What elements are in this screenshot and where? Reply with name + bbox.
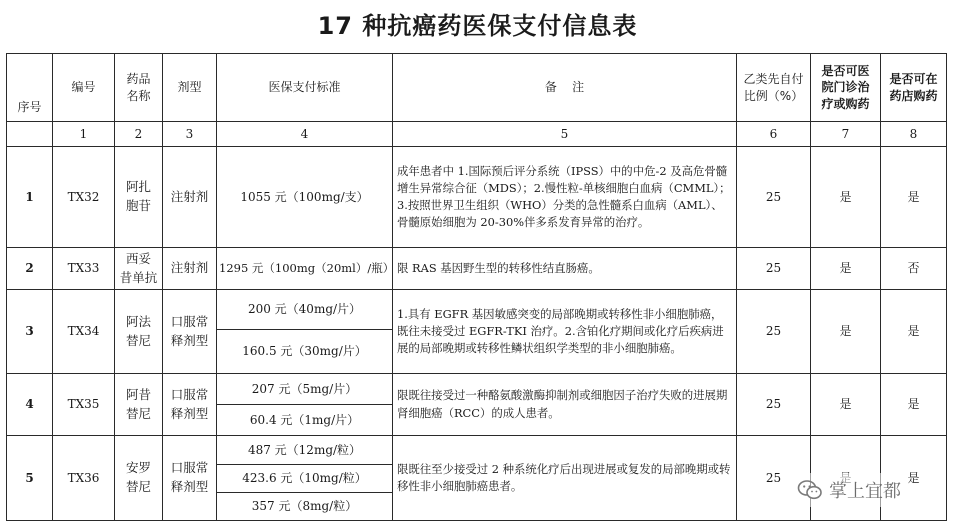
row-form: 口服常 释剂型 [163,436,217,521]
row-pharmacy: 是 [881,436,947,521]
row-code: TX34 [53,290,115,374]
row-drug-name: 安罗 替尼 [115,436,163,521]
column-number: 2 [115,122,163,147]
row-form: 口服常 释剂型 [163,374,217,436]
page-title: 17 种抗癌药医保支付信息表 [317,12,638,40]
watermark [793,473,905,507]
table-row [7,374,947,405]
column-number: 4 [217,122,393,147]
row-note: 1.具有 EGFR 基因敏感突变的局部晚期或转移性非小细胞肺癌，既往未接受过 EGFR-TKI 治疗。2.含铂化疗期间或化疗后疾病进展的局部晚期或转移性鳞状组织学类型的非小细胞肺癌。 [393,290,737,374]
row-code: TX32 [53,147,115,248]
row-code: TX35 [53,374,115,436]
header-pharmacy: 是否可在 药店购药 [881,54,947,122]
row-drug-name: 西妥 昔单抗 [115,248,163,290]
header-remarks: 备 注 [393,54,737,122]
column-number-blank [7,122,53,147]
column-number: 5 [393,122,737,147]
row-pharmacy: 否 [881,248,947,290]
row-price: 60.4 元（1mg/片） [217,405,393,436]
column-number: 6 [737,122,811,147]
row-note: 限 RAS 基因野生型的转移性结直肠癌。 [393,248,737,290]
row-drug-name: 阿扎 胞苷 [115,147,163,248]
row-ratio: 25 [737,290,811,374]
row-pharmacy: 是 [881,374,947,436]
wechat-icon [797,477,823,503]
column-number: 1 [53,122,115,147]
row-ratio: 25 [737,248,811,290]
row-seq: 3 [7,290,53,374]
column-number: 7 [811,122,881,147]
row-code: TX33 [53,248,115,290]
row-note: 限既往至少接受过 2 种系统化疗后出现进展或复发的局部晚期或转移性非小细胞肺癌患者。 [393,436,737,521]
column-number-row [7,122,947,147]
row-seq: 5 [7,436,53,521]
header-ratio: 乙类先自付 比例（%） [737,54,811,122]
row-ratio: 25 [737,436,811,521]
row-price: 207 元（5mg/片） [217,374,393,405]
header-row [7,54,947,122]
header-standard: 医保支付标准 [217,54,393,122]
row-price: 200 元（40mg/片） [217,290,393,330]
watermark-text: 掌上宜都 [829,481,901,502]
row-note: 限既往接受过一种酪氨酸激酶抑制剂或细胞因子治疗失败的进展期肾细胞癌（RCC）的成人患者。 [393,374,737,436]
header-code: 编号 [53,54,115,122]
row-code: TX36 [53,436,115,521]
row-seq: 2 [7,248,53,290]
header-seq: 序号 [7,54,53,122]
header-drug-name: 药品 名称 [115,54,163,122]
row-note: 成年患者中 1.国际预后评分系统（IPSS）中的中危-2 及高危骨髓增生异常综合征（MDS）；2.慢性粒-单核细胞白血病（CMML）；3.按照世界卫生组织（WHO）分类的急性髓系白血病（AML）、骨髓原始细胞为 20-30%伴多系发育异常的治疗。 [393,147,737,248]
column-number: 8 [881,122,947,147]
table-row [7,290,947,330]
header-hospital: 是否可医 院门诊治 疗或购药 [811,54,881,122]
row-seq: 1 [7,147,53,248]
row-price: 357 元（8mg/粒） [217,493,393,521]
row-hospital: 是 [811,248,881,290]
row-drug-name: 阿昔 替尼 [115,374,163,436]
row-ratio: 25 [737,147,811,248]
row-price: 1295 元（100mg（20ml）/瓶） [217,248,393,290]
row-form: 注射剂 [163,248,217,290]
table-row [7,248,947,290]
row-hospital: 是 [811,147,881,248]
row-ratio: 25 [737,374,811,436]
table-row [7,436,947,465]
column-number: 3 [163,122,217,147]
row-price: 1055 元（100mg/支） [217,147,393,248]
row-form: 注射剂 [163,147,217,248]
row-hospital: 是 [811,374,881,436]
row-price: 487 元（12mg/粒） [217,436,393,465]
row-price: 160.5 元（30mg/片） [217,330,393,374]
row-seq: 4 [7,374,53,436]
row-pharmacy: 是 [881,147,947,248]
drug-info-table [6,53,947,521]
row-price: 423.6 元（10mg/粒） [217,465,393,493]
row-drug-name: 阿法 替尼 [115,290,163,374]
header-form: 剂型 [163,54,217,122]
table-row [7,147,947,248]
row-pharmacy: 是 [881,290,947,374]
row-form: 口服常 释剂型 [163,290,217,374]
row-hospital: 是 [811,290,881,374]
